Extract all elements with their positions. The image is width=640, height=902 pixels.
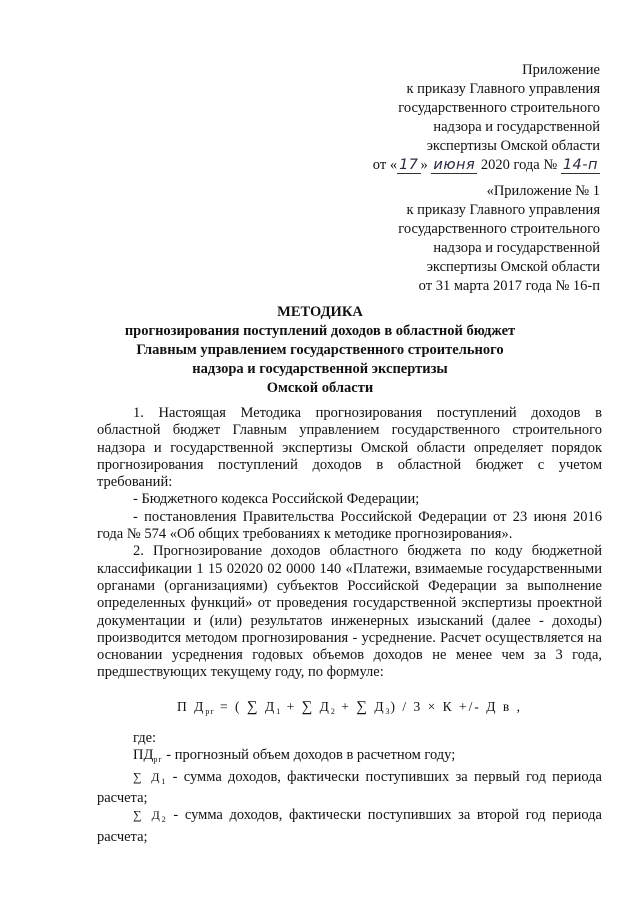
def2-term: ∑ Д <box>133 769 162 784</box>
def3-sub: 2 <box>161 815 167 825</box>
def2-sub: 1 <box>161 776 167 786</box>
appendix-title: Приложение <box>522 62 600 78</box>
date-prefix: от « <box>372 157 398 173</box>
formula-sigma-2: ∑ <box>301 698 315 715</box>
def2-text: - сумма доходов, фактически поступивших за первый год периода расчета; <box>97 768 602 806</box>
paragraph-government-resolution: - постановления Правительства Российской Федерации от 23 июня 2016 года № 574 «Об общих требованиях к методике прогнозирования». <box>97 508 602 543</box>
forecast-formula <box>97 698 602 720</box>
formula-plus-1: + <box>281 698 302 714</box>
document-body <box>97 405 602 846</box>
appendix-line-agency: государственного строительного <box>398 100 600 116</box>
paragraph-budget-code: - Бюджетного кодекса Российской Федерации; <box>133 491 420 508</box>
formula-term-3: Д <box>368 698 386 714</box>
def1-sub: рг <box>153 755 163 765</box>
formula-term-1: Д <box>259 698 277 714</box>
appendix-line-order: к приказу Главного управления <box>406 81 600 97</box>
title-line-4: надзора и государственной экспертизы <box>192 361 448 377</box>
title-line-3: Главным управлением государственного строительного <box>136 342 504 358</box>
formula-sub-1: 1 <box>276 706 282 716</box>
prev-appendix-line-region: экспертизы Омской области <box>426 259 600 275</box>
formula-plus-2: + <box>335 698 357 714</box>
appendix-line-supervision: надзора и государственной <box>433 119 600 135</box>
appendix-line-region: экспертизы Омской области <box>426 138 600 154</box>
formula-sigma-1: ∑ <box>246 698 260 715</box>
date-day-handwritten: 17 <box>399 157 419 173</box>
definition-second-year <box>97 807 602 846</box>
paragraph-1: 1. Настоящая Методика прогнозирования поступлений доходов в областной бюджет Главным управлением государственного строительного надзора и государственной экспертизы Омской области определяет порядок прогнозирования поступлений доходов в областной бюджет с учетом требований: <box>97 405 602 491</box>
formula-sigma-3: ∑ <box>356 698 369 715</box>
def3-text: - сумма доходов, фактически поступивших за второй год периода расчета; <box>97 807 602 845</box>
formula-term-2: Д <box>314 698 331 714</box>
formula-sub-2: 2 <box>330 706 336 716</box>
prev-appendix-line-order: к приказу Главного управления <box>406 202 600 218</box>
formula-lhs: П Д <box>177 698 206 714</box>
date-year: 2020 года № <box>477 157 561 173</box>
formula-tail: ) / 3 × К +/- Д в , <box>390 698 522 714</box>
formula-eq: = ( <box>214 698 247 714</box>
prev-appendix-title: «Приложение № 1 <box>486 183 600 199</box>
def1-term: ПД <box>133 747 154 764</box>
paragraph-2: 2. Прогнозирование доходов областного бюджета по коду бюджетной классификации 1 15 02020 02 0000 140 «Платежи, взимаемые государственными органами (организациями) субъектов Российской Федерации за выполнение определенных функций» от проведения государственной экспертизы проектной документации и (или) результатов инженерных изысканий (далее - доходы) производится методом прогнозирования - усреднение. Расчет осуществляется на основании усреднения годовых объемов доходов не менее чем за 3 года, предшествующих текущему году, по формуле: <box>97 543 602 681</box>
appendix-date-line <box>340 156 600 175</box>
previous-appendix-header <box>340 182 600 296</box>
def1-text: - прогнозный объем доходов в расчетном году; <box>162 747 456 764</box>
definition-first-year <box>97 769 602 808</box>
prev-appendix-date: от 31 марта 2017 года № 16-п <box>418 278 600 294</box>
order-number-handwritten: 14-п <box>562 157 598 173</box>
def3-term: ∑ Д <box>133 808 162 823</box>
date-mid: » <box>420 157 432 173</box>
formula-sub-3: 3 <box>385 706 391 716</box>
definition-forecast <box>97 747 602 768</box>
formula-lhs-sub: рг <box>205 706 215 716</box>
title-line-5: Омской области <box>266 380 374 396</box>
title-line-2: прогнозирования поступлений доходов в областной бюджет <box>124 323 516 339</box>
prev-appendix-line-agency: государственного строительного <box>398 221 600 237</box>
document-title <box>80 303 560 398</box>
date-month-handwritten: июня <box>433 157 476 173</box>
appendix-header <box>340 61 600 175</box>
title-main: МЕТОДИКА <box>277 304 363 320</box>
prev-appendix-line-supervision: надзора и государственной <box>433 240 600 256</box>
where-label: где: <box>133 730 157 747</box>
